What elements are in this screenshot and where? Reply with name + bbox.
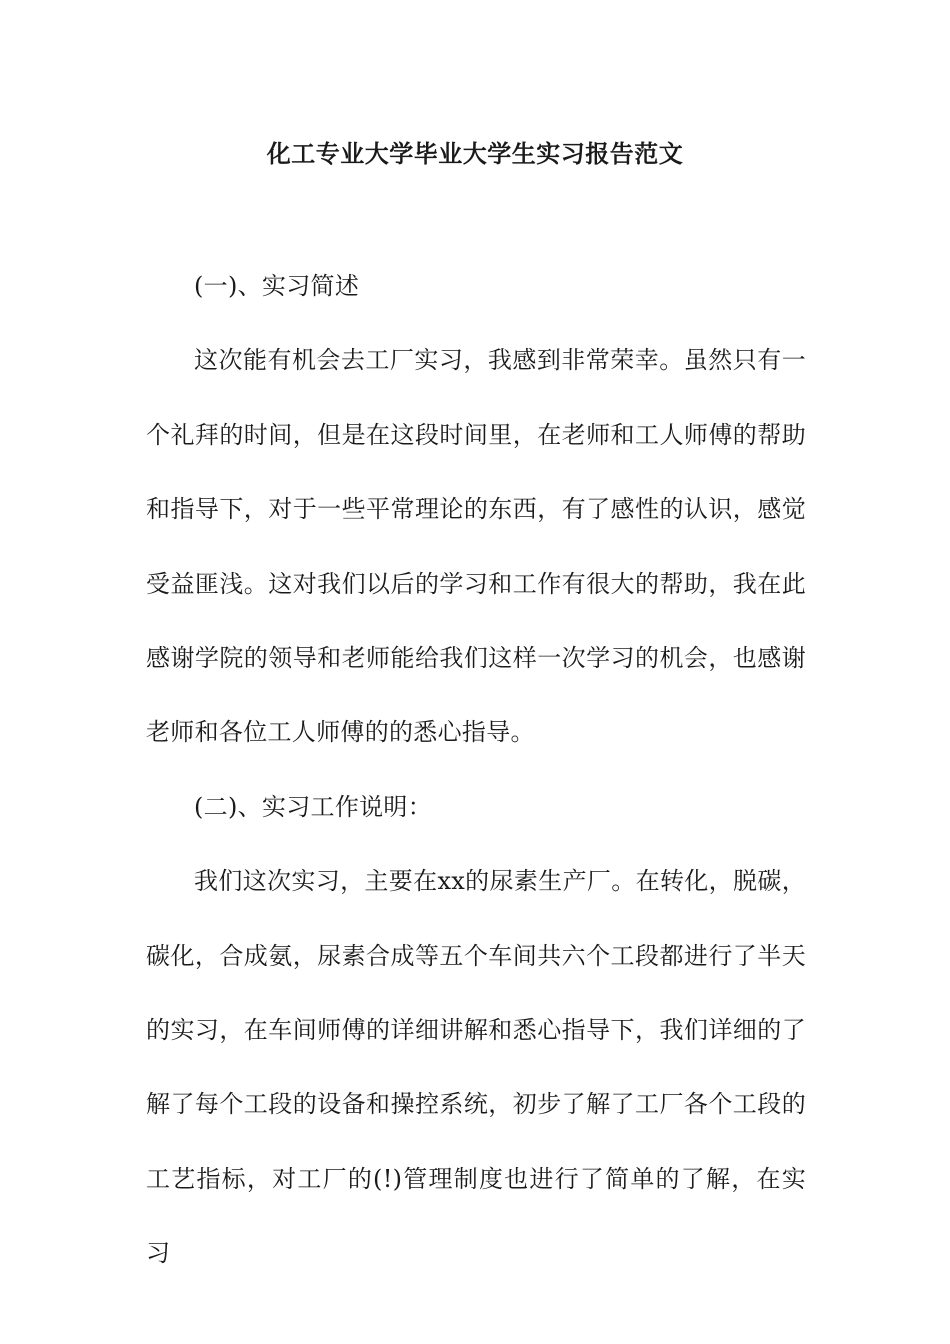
document-title: 化工专业大学毕业大学生实习报告范文	[266, 139, 684, 168]
document-body	[146, 249, 806, 1291]
paragraph-work-description: 我们这次实习，主要在xx的尿素生产厂。在转化，脱碳，碳化，合成氨，尿素合成等五个车间共六个工段都进行了半天的实习，在车间师傅的详细讲解和悉心指导下，我们详细的了解了每个工段的设备和操控系统，初步了解了工厂各个工段的工艺指标，对工厂的(!)管理制度也进行了简单的了解，在实习	[146, 867, 806, 1268]
section-heading-overview: (一)、实习简述	[194, 272, 360, 300]
section-heading-work-description: (二)、实习工作说明：	[194, 792, 433, 821]
paragraph-overview: 这次能有机会去工厂实习，我感到非常荣幸。虽然只有一个礼拜的时间，但是在这段时间里，在老师和工人师傅的帮助和指导下，对于一些平常理论的东西，有了感性的认识，感觉受益匪浅。这对我们以后的学习和工作有很大的帮助，我在此感谢学院的领导和老师能给我们这样一次学习的机会，也感谢老师和各位工人师傅的的悉心指导。	[146, 346, 806, 747]
